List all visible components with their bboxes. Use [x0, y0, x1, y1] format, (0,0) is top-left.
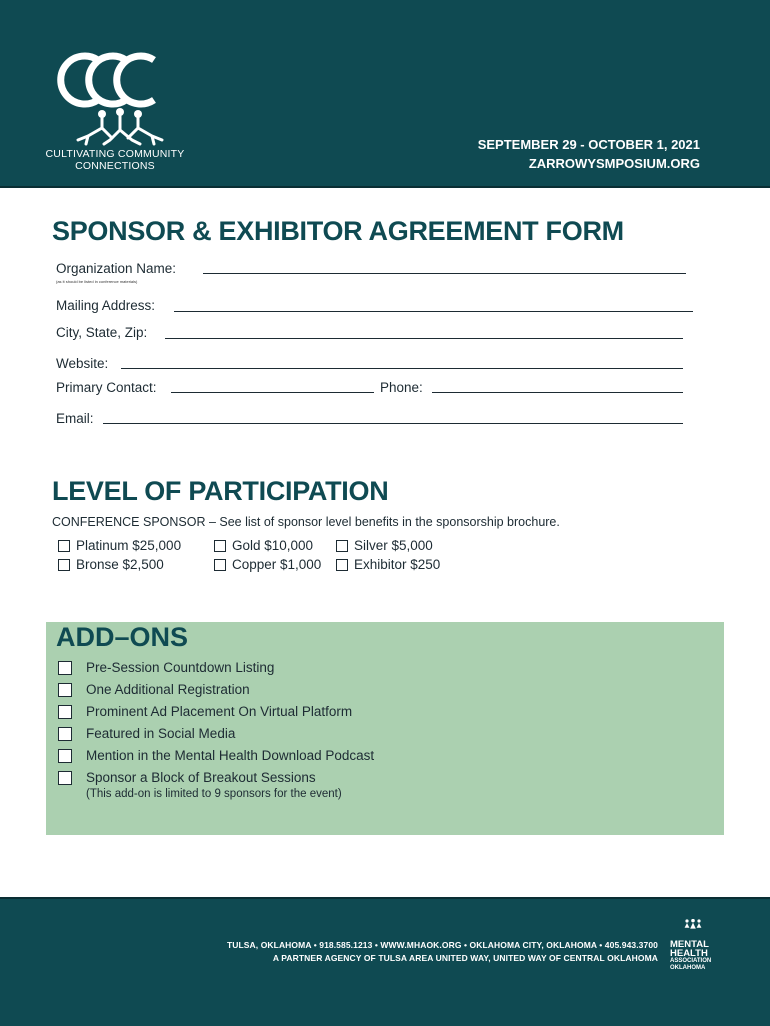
addon-label: Pre-Session Countdown Listing [86, 660, 275, 675]
email-label: Email: [56, 411, 94, 426]
logo-line-1: CULTIVATING COMMUNITY [45, 148, 185, 160]
addon-label: Featured in Social Media [86, 726, 236, 741]
checkbox[interactable] [58, 771, 72, 785]
contact-field[interactable] [171, 392, 374, 393]
checkbox[interactable] [58, 540, 70, 552]
organization-note: (as it should be listed in conference materials) [56, 279, 138, 284]
addon-label: Mention in the Mental Health Download Podcast [86, 748, 375, 763]
option-gold[interactable] [214, 538, 313, 553]
addon-item[interactable] [58, 704, 352, 719]
option-label: Bronse $2,500 [76, 557, 164, 572]
event-info [478, 135, 700, 173]
organization-label: Organization Name: [56, 261, 177, 276]
participation-title: LEVEL OF PARTICIPATION [52, 476, 389, 506]
footer-text [227, 939, 658, 965]
addon-item[interactable] [58, 660, 274, 675]
email-field[interactable] [103, 423, 683, 424]
checkbox[interactable] [58, 683, 72, 697]
mha-logo-line: MENTAL [670, 939, 709, 950]
addons-title: ADD–ONS [56, 622, 189, 652]
logo-line-2: CONNECTIONS [75, 160, 155, 172]
mha-logo-line: ASSOCIATION [670, 958, 712, 964]
checkbox[interactable] [214, 559, 226, 571]
addon-item[interactable] [58, 770, 316, 785]
option-label: Copper $1,000 [232, 557, 322, 572]
option-label: Gold $10,000 [232, 538, 314, 553]
organization-field[interactable] [203, 273, 686, 274]
checkbox[interactable] [214, 540, 226, 552]
option-label: Silver $5,000 [354, 538, 433, 553]
checkbox[interactable] [58, 705, 72, 719]
event-website: ZARROWYSMPOSIUM.ORG [528, 156, 700, 171]
footer-banner [0, 897, 770, 1026]
addons-panel [46, 622, 724, 835]
footer-partner-line: A PARTNER AGENCY OF TULSA AREA UNITED WAY, UNITED WAY OF CENTRAL OKLAHOMA [272, 953, 658, 963]
logo-text [40, 148, 190, 172]
mha-logo-line: OKLAHOMA [670, 965, 706, 971]
header-banner [0, 0, 770, 188]
option-label: Platinum $25,000 [76, 538, 182, 553]
checkbox[interactable] [58, 727, 72, 741]
contact-label: Primary Contact: [56, 380, 157, 395]
form-title: SPONSOR & EXHIBITOR AGREEMENT FORM [52, 216, 624, 246]
addon-label: Prominent Ad Placement On Virtual Platform [86, 704, 353, 719]
option-copper[interactable] [214, 557, 321, 572]
addon-item[interactable] [58, 682, 250, 697]
addon-item[interactable] [58, 748, 374, 763]
option-exhibitor[interactable] [336, 557, 440, 572]
mha-logo-text [670, 941, 711, 972]
option-silver[interactable] [336, 538, 433, 553]
footer-contact-line: TULSA, OKLAHOMA • 918.585.1213 • WWW.MHAOK.ORG • OKLAHOMA CITY, OKLAHOMA • 405.943.3700 [226, 940, 658, 950]
website-field[interactable] [121, 368, 683, 369]
option-bronse[interactable] [58, 557, 164, 572]
phone-field[interactable] [432, 392, 683, 393]
addon-label: One Additional Registration [86, 682, 250, 697]
mailing-label: Mailing Address: [56, 298, 156, 313]
addon-item[interactable] [58, 726, 235, 741]
website-label: Website: [56, 356, 109, 371]
option-label: Exhibitor $250 [354, 557, 441, 572]
addon-label: Sponsor a Block of Breakout Sessions [86, 770, 316, 785]
phone-label: Phone: [380, 380, 423, 395]
event-dates: SEPTEMBER 29 - OCTOBER 1, 2021 [477, 137, 700, 152]
city-label: City, State, Zip: [56, 325, 148, 340]
checkbox[interactable] [58, 559, 70, 571]
mha-logo-line: HEALTH [670, 947, 708, 959]
mailing-field[interactable] [174, 311, 693, 312]
option-platinum[interactable] [58, 538, 181, 553]
addon-note: (This add-on is limited to 9 sponsors for the event) [86, 788, 342, 800]
conference-sponsor-text: CONFERENCE SPONSOR – See list of sponsor level benefits in the sponsorship brochure. [52, 515, 560, 529]
checkbox[interactable] [58, 661, 72, 675]
checkbox[interactable] [336, 540, 348, 552]
checkbox[interactable] [336, 559, 348, 571]
checkbox[interactable] [58, 749, 72, 763]
city-field[interactable] [165, 338, 683, 339]
